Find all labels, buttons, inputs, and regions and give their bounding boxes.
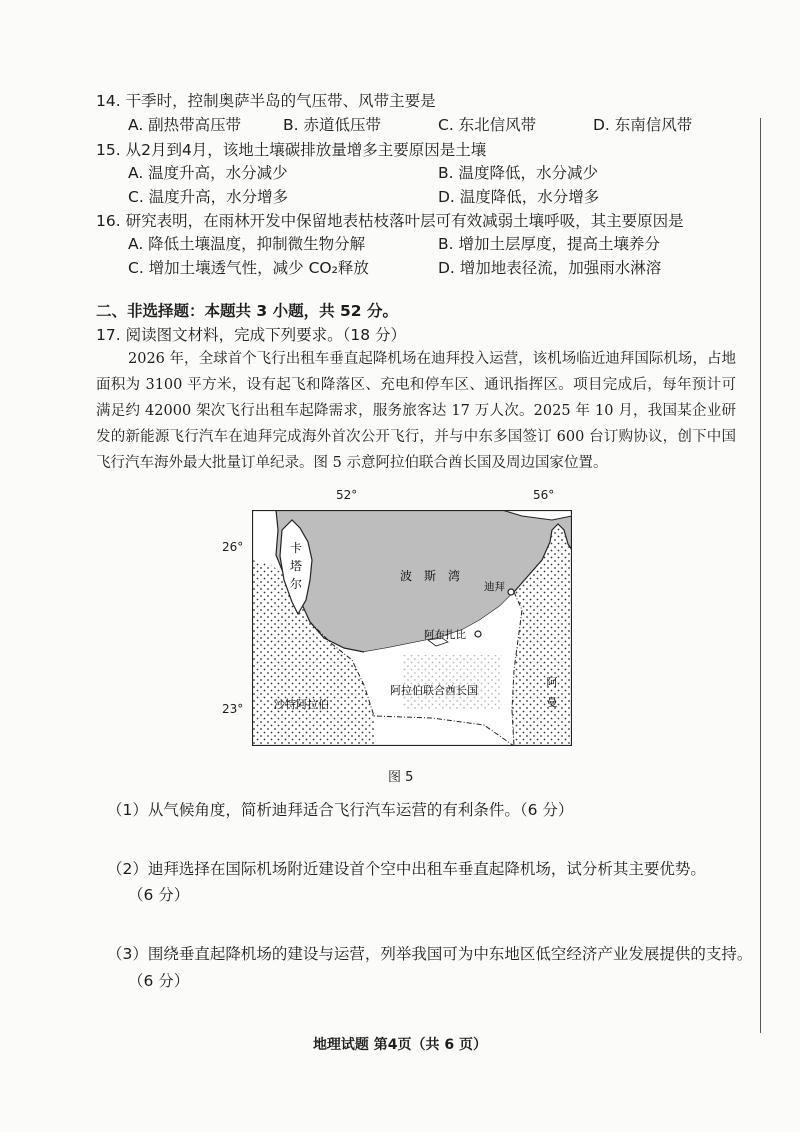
qatar-label-3: 尔	[289, 577, 303, 591]
map-lon-52-label: 52°	[336, 488, 358, 502]
question-14-options	[128, 114, 748, 136]
uae-label: 阿拉伯联合酋长国	[390, 684, 478, 697]
saudi-label: 沙特阿拉伯	[274, 698, 329, 711]
question-16-options-row2	[128, 257, 748, 279]
dubai-marker	[508, 589, 514, 595]
uae-texture	[402, 655, 502, 710]
subquestion-1: （1）从气候角度，简析迪拜适合飞行汽车运营的有利条件。（6 分）	[107, 801, 574, 819]
oman-label-1: 阿	[546, 676, 558, 689]
q15-option-b: B. 温度降低，水分减少	[438, 164, 598, 182]
subquestion-3: （3）围绕垂直起降机场的建设与运营，列举我国可为中东地区低空经济产业发展提供的支持。	[107, 945, 753, 963]
abudhabi-label: 阿布扎比	[424, 629, 466, 641]
q15-option-a: A. 温度升高，水分减少	[128, 164, 288, 182]
subquestion-3-score: （6 分）	[128, 972, 190, 990]
q16-option-d: D. 增加地表径流，加强雨水淋溶	[438, 259, 662, 277]
margin-rule	[760, 118, 761, 1033]
qatar-label-1: 卡	[289, 541, 303, 555]
question-15-stem: 15. 从2月到4月，该地土壤碳排放量增多主要原因是土壤	[96, 141, 487, 159]
q16-option-b: B. 增加土层厚度，提高土壤养分	[438, 235, 660, 253]
question-16-stem: 16. 研究表明，在雨林开发中保留地表枯枝落叶层可有效减弱土壤呼吸，其主要原因是	[96, 212, 684, 230]
map-lat-23-label: 23°	[222, 702, 244, 716]
q15-option-d: D. 温度降低，水分增多	[438, 188, 600, 206]
page-footer: 地理试题 第4页（共 6 页）	[312, 1037, 488, 1053]
q14-option-b: B. 赤道低压带	[283, 116, 381, 134]
q14-option-a: A. 副热带高压带	[128, 116, 242, 134]
uae-map	[252, 510, 572, 746]
abudhabi-marker	[475, 631, 481, 637]
question-15-options-row2	[128, 186, 748, 208]
qatar-label-2: 塔	[289, 559, 303, 573]
question-17-passage: 2026 年，全球首个飞行出租车垂直起降机场在迪拜投入运营，该机场临近迪拜国际机场，占地面积为 3100 平方米，设有起飞和降落区、充电和停车区、通讯指挥区。项目完成后，每年预计可满足约 42000 架次飞行出租车起降需求，服务旅客达 17 万人次。2025 年 10 月，我国某企业研发的新能源飞行汽车在迪拜完成海外首次公开飞行，并与中东多国签订 600 台订购协议，创下中国飞行汽车海外最大批量订单纪录。图 5 示意阿拉伯联合酋长国及周边国家位置。	[96, 351, 736, 471]
map-lat-26-label: 26°	[222, 540, 244, 554]
persian-gulf-label: 波 斯 湾	[400, 569, 461, 583]
subquestion-2: （2）迪拜选择在国际机场附近建设首个空中出租车垂直起降机场，试分析其主要优势。	[107, 860, 706, 878]
section-2-heading: 二、非选择题：本题共 3 小题，共 52 分。	[96, 302, 398, 320]
subquestion-2-score: （6 分）	[128, 886, 190, 904]
figure-caption: 图 5	[388, 770, 414, 785]
map-lon-56-label: 56°	[533, 488, 555, 502]
oman-label-2: 曼	[546, 696, 558, 709]
question-15-options-row1	[128, 162, 748, 184]
q15-option-c: C. 温度升高，水分增多	[128, 188, 289, 206]
q16-option-a: A. 降低土壤温度，抑制微生物分解	[128, 235, 366, 253]
question-16-options-row1	[128, 233, 748, 255]
question-14-stem: 14. 干季时，控制奥萨半岛的气压带、风带主要是	[96, 92, 436, 110]
q14-option-c: C. 东北信风带	[438, 116, 537, 134]
question-17-stem: 17. 阅读图文材料，完成下列要求。（18 分）	[96, 326, 406, 344]
q14-option-d: D. 东南信风带	[593, 116, 693, 134]
q16-option-c: C. 增加土壤透气性，减少 CO₂释放	[128, 259, 369, 277]
dubai-label: 迪拜	[484, 581, 505, 593]
